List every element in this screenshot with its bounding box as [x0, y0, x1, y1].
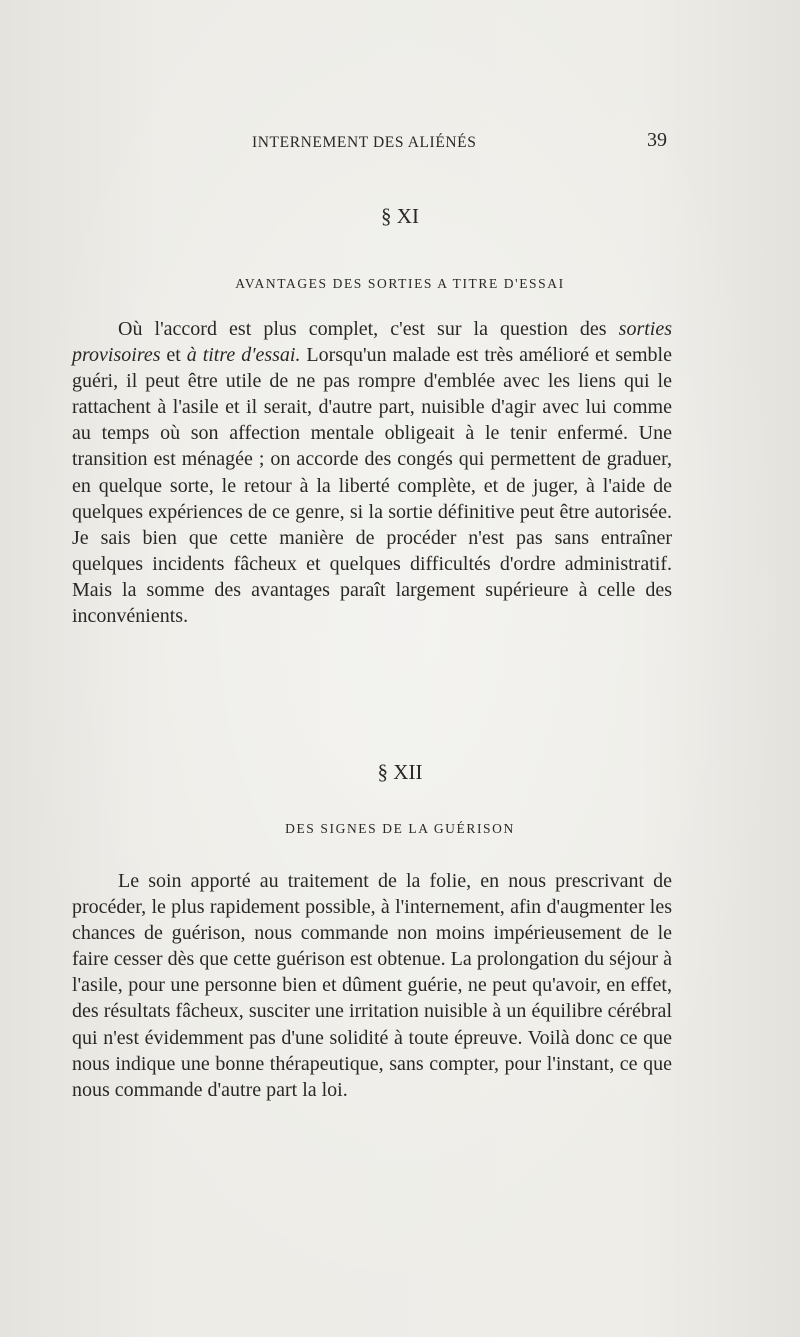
page-header [252, 127, 667, 157]
section-mark-xi: § XI [381, 204, 419, 228]
italic-term: à titre d'essai. [186, 344, 301, 367]
section-mark-xii: § XII [377, 760, 423, 784]
italic-term: sorties provisoires [72, 318, 672, 367]
paragraph-text: Où l'accord est plus complet, c'est sur la question des [118, 318, 619, 340]
paragraph-sorties-essai [72, 316, 672, 629]
page-number: 39 [647, 129, 667, 151]
section-title-xii: DES SIGNES DE LA GUÉRISON [285, 821, 515, 836]
paragraph-text: et [160, 344, 187, 367]
section-title-xi: AVANTAGES DES SORTIES A TITRE D'ESSAI [235, 276, 565, 291]
paragraph-text: Lorsqu'un malade est très amélioré et semble guéri, il peut être utile de ne pas rompre d'emblée avec les liens qui le rattachent à l'asile et il serait, d'autre part, nuisible d'agir avec lui comme au temps où son affection mentale obligeait à le tenir enfermé. Une transition est ménagée ; on accorde des congés qui permettent de graduer, en quelque sorte, le retour à la liberté complète, et de juger, à l'aide de quelques expériences de ce genre, si la sortie définitive peut être autorisée. Je sais bien que cette manière de procéder n'est pas sans entraîner quelques incidents fâcheux et quelques difficultés d'ordre administratif. Mais la somme des avantages paraît largement supérieure à celle des inconvénients. [72, 344, 672, 628]
running-title: INTERNEMENT DES ALIÉNÉS [252, 134, 477, 151]
paragraph-signes-guerison: Le soin apporté au traitement de la folie, en nous prescrivant de procéder, le plus rapidement possible, à l'internement, afin d'augmenter les chances de guérison, nous commande non moins impérieusement de le faire cesser dès que cette guérison est obtenue. La prolongation du séjour à l'asile, pour une personne bien et dûment guérie, ne peut qu'avoir, en effet, des résultats fâcheux, susciter une irritation nuisible à un équilibre cérébral qui n'est évidemment pas d'une solidité à toute épreuve. Voilà donc ce que nous indique une bonne thérapeutique, sans compter, pour l'instant, ce que nous commande d'autre part la loi. [72, 870, 672, 1101]
